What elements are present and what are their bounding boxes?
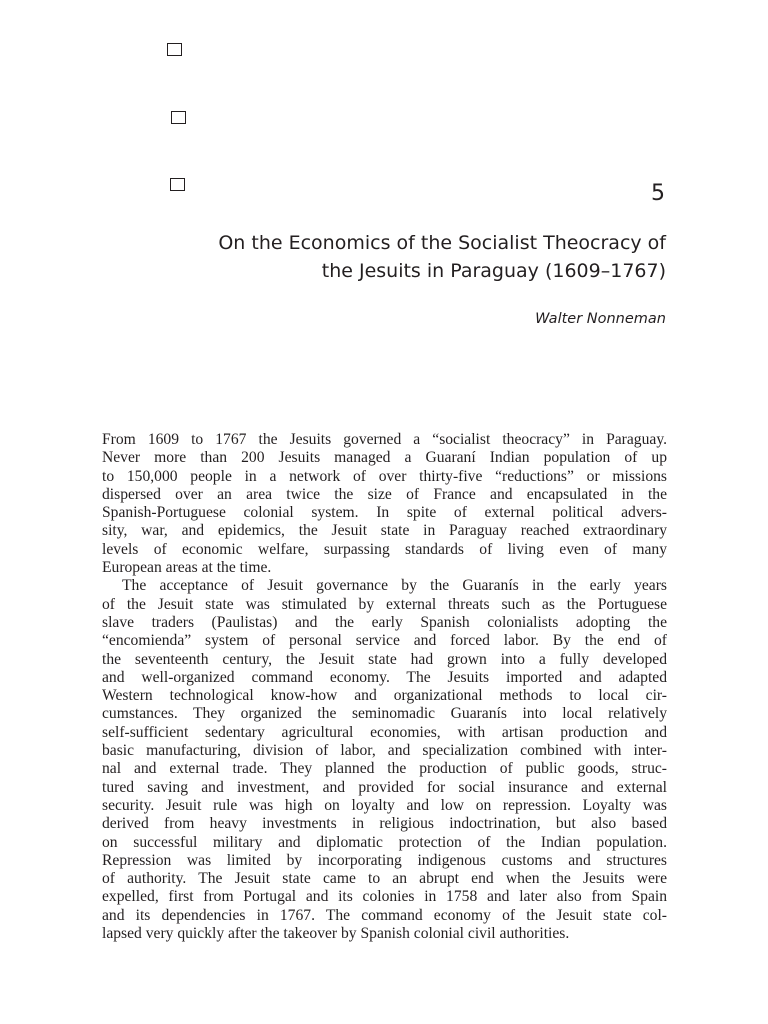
- body-text: [102, 431, 667, 943]
- text-line: sity, war, and epidemics, the Jesuit state in Paraguay reached extraordinary: [102, 522, 667, 540]
- paragraph-1: [102, 431, 667, 577]
- decorative-square-2: [171, 111, 186, 124]
- decorative-square-3: [170, 178, 185, 191]
- text-line: security. Jesuit rule was high on loyalty and low on repression. Loyalty was: [102, 796, 667, 814]
- text-line: European areas at the time.: [102, 559, 272, 577]
- text-line: and its dependencies in 1767. The command economy of the Jesuit state col-: [102, 906, 667, 924]
- text-line: Western technological know-how and organizational methods to local cir-: [102, 687, 667, 705]
- chapter-title: [126, 229, 666, 285]
- text-line: lapsed very quickly after the takeover by Spanish colonial civil authorities.: [102, 925, 570, 943]
- text-line: “encomienda” system of personal service and forced labor. By the end of: [102, 632, 667, 650]
- text-line: tured saving and investment, and provided for social insurance and external: [102, 778, 667, 796]
- text-line: expelled, first from Portugal and its colonies in 1758 and later also from Spain: [102, 888, 667, 906]
- text-line: cumstances. They organized the seminomadic Guaranís into local relatively: [102, 705, 667, 723]
- text-line: Repression was limited by incorporating indigenous customs and structures: [102, 851, 667, 869]
- text-line: slave traders (Paulistas) and the early Spanish colonialists adopting the: [102, 613, 667, 631]
- text-line: of the Jesuit state was stimulated by external threats such as the Portuguese: [102, 595, 667, 613]
- text-line: dispersed over an area twice the size of France and encapsulated in the: [102, 485, 667, 503]
- text-line: basic manufacturing, division of labor, and specialization combined with inter-: [102, 742, 667, 760]
- text-line: Spanish-Portuguese colonial system. In spite of external political advers-: [102, 504, 667, 522]
- text-line: self-sufficient sedentary agricultural economies, with artisan production and: [102, 723, 667, 741]
- text-line: nal and external trade. They planned the production of public goods, struc-: [102, 760, 667, 778]
- author-name: Walter Nonneman: [535, 311, 666, 327]
- text-line: and well-organized command economy. The Jesuits imported and adapted: [102, 668, 667, 686]
- text-line: Never more than 200 Jesuits managed a Guaraní Indian population of up: [102, 449, 667, 467]
- text-line: to 150,000 people in a network of over thirty-five “reductions” or missions: [102, 467, 667, 485]
- chapter-number: 5: [651, 181, 665, 206]
- text-line: on successful military and diplomatic protection of the Indian population.: [102, 833, 667, 851]
- chapter-title-line: the Jesuits in Paraguay (1609–1767): [321, 260, 666, 282]
- chapter-title-line: On the Economics of the Socialist Theocracy of: [218, 232, 666, 254]
- text-line: The acceptance of Jesuit governance by the Guaranís in the early years: [122, 577, 667, 595]
- text-line: the seventeenth century, the Jesuit state had grown into a fully developed: [102, 650, 667, 668]
- decorative-square-1: [167, 43, 182, 56]
- text-line: levels of economic welfare, surpassing standards of living even of many: [102, 540, 667, 558]
- text-line: derived from heavy investments in religious indoctrination, but also based: [102, 815, 667, 833]
- paragraph-2: [102, 577, 667, 943]
- text-line: From 1609 to 1767 the Jesuits governed a “socialist theocracy” in Paraguay.: [102, 431, 667, 448]
- text-line: of authority. The Jesuit state came to an abrupt end when the Jesuits were: [102, 870, 667, 888]
